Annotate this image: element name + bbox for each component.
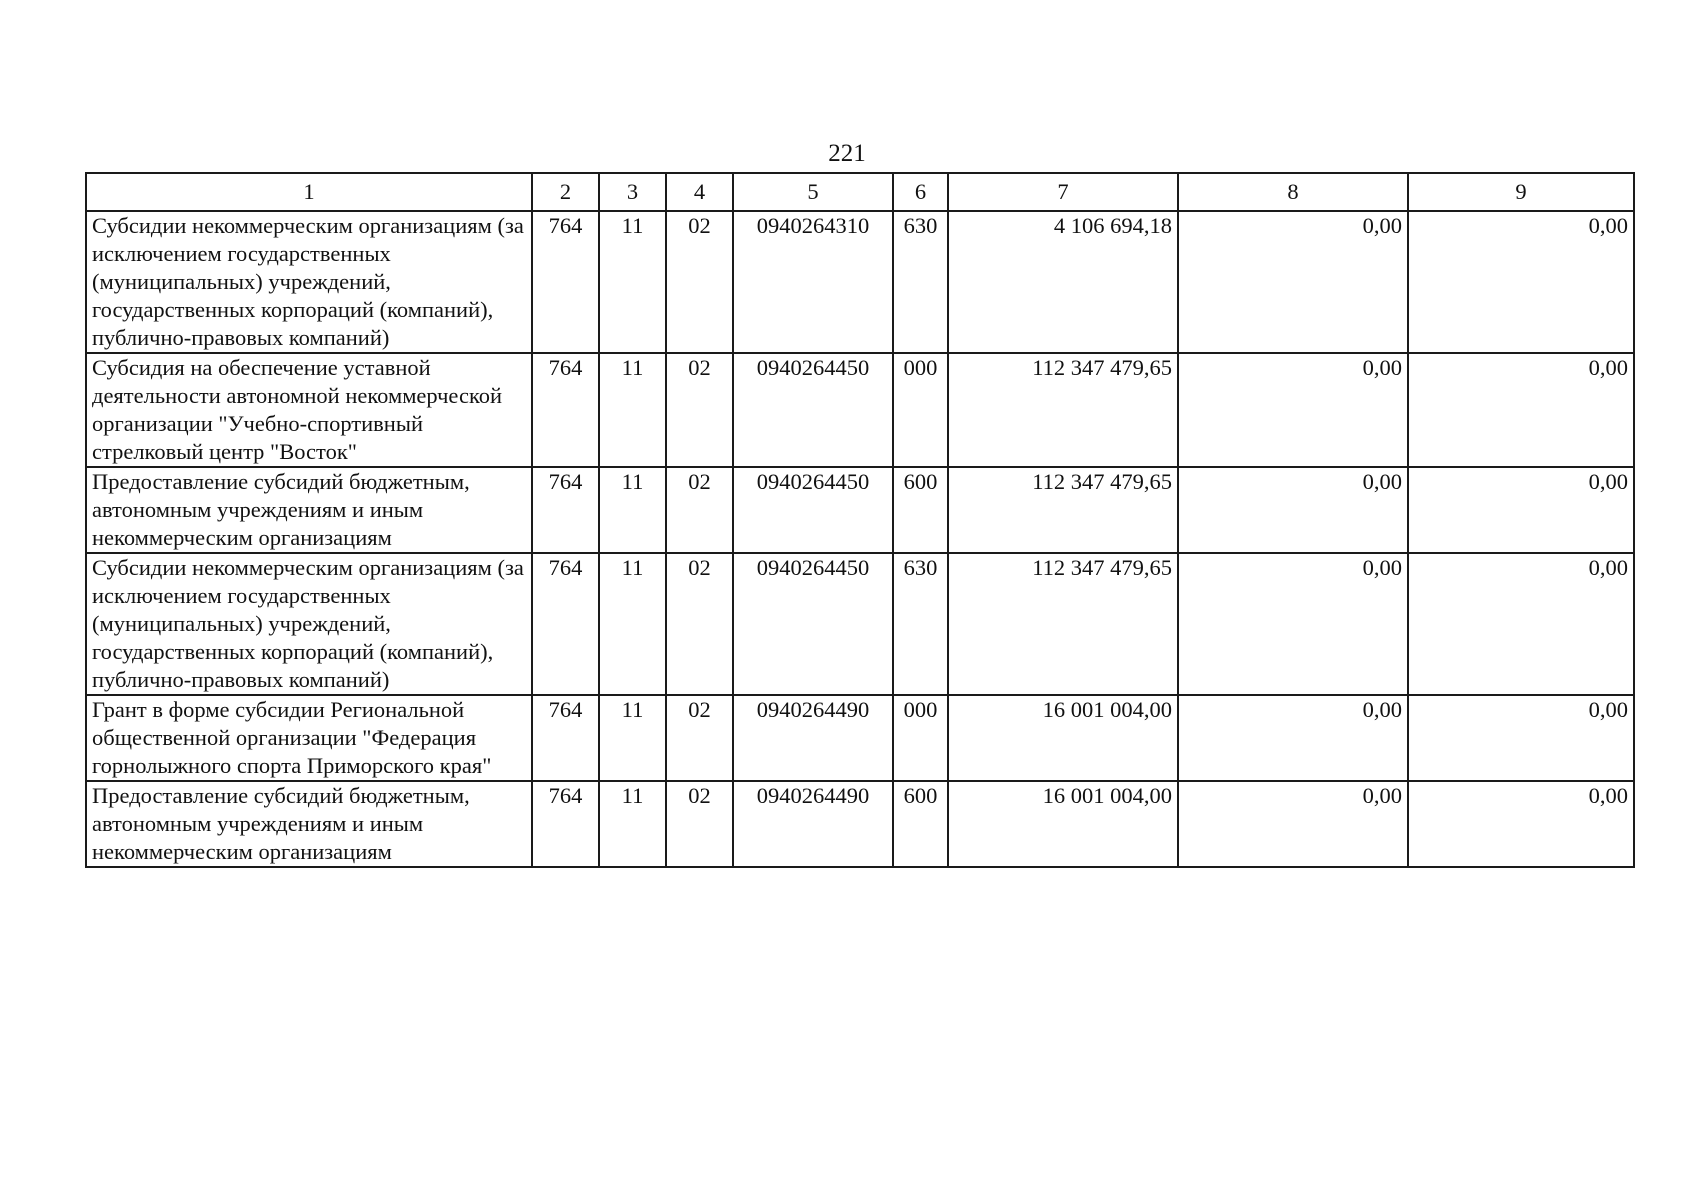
column-header: 3 <box>599 173 666 211</box>
target-code-cell: 0940264490 <box>733 695 893 781</box>
subsection-code-cell: 02 <box>666 353 733 467</box>
expense-name-cell: Грант в форме субсидии Региональной общественной организации "Федерация горнолыжного спорта Приморского края" <box>86 695 532 781</box>
page-number: 221 <box>828 140 866 167</box>
section-code-cell: 11 <box>599 353 666 467</box>
expense-name-cell: Предоставление субсидий бюджетным, автономным учреждениям и иным некоммерческим организациям <box>86 781 532 867</box>
target-code-cell: 0940264450 <box>733 467 893 553</box>
expense-name-cell: Предоставление субсидий бюджетным, автономным учреждениям и иным некоммерческим организациям <box>86 467 532 553</box>
ministry-code-cell: 764 <box>532 695 599 781</box>
amount-col8-cell: 0,00 <box>1178 695 1408 781</box>
ministry-code-cell: 764 <box>532 553 599 695</box>
subsection-code-cell: 02 <box>666 695 733 781</box>
amount-col9-cell: 0,00 <box>1408 781 1634 867</box>
subsection-code-cell: 02 <box>666 211 733 353</box>
ministry-code-cell: 764 <box>532 211 599 353</box>
amount-col8-cell: 0,00 <box>1178 553 1408 695</box>
target-code-cell: 0940264490 <box>733 781 893 867</box>
section-code-cell: 11 <box>599 781 666 867</box>
amount-col8-cell: 0,00 <box>1178 467 1408 553</box>
expense-name-cell: Субсидии некоммерческим организациям (за исключением государственных (муниципальных) учреждений, государственных корпораций (компаний), публично-правовых компаний) <box>86 553 532 695</box>
section-code-cell: 11 <box>599 467 666 553</box>
amount-col8-cell: 0,00 <box>1178 353 1408 467</box>
expense-type-cell: 000 <box>893 353 948 467</box>
amount-col9-cell: 0,00 <box>1408 467 1634 553</box>
subsection-code-cell: 02 <box>666 781 733 867</box>
target-code-cell: 0940264310 <box>733 211 893 353</box>
subsection-code-cell: 02 <box>666 553 733 695</box>
amount-col9-cell: 0,00 <box>1408 553 1634 695</box>
ministry-code-cell: 764 <box>532 467 599 553</box>
column-header: 1 <box>86 173 532 211</box>
section-code-cell: 11 <box>599 553 666 695</box>
amount-col8-cell: 0,00 <box>1178 211 1408 353</box>
column-header: 4 <box>666 173 733 211</box>
column-header: 2 <box>532 173 599 211</box>
ministry-code-cell: 764 <box>532 353 599 467</box>
table-row <box>86 695 1634 781</box>
table-row <box>86 467 1634 553</box>
section-code-cell: 11 <box>599 211 666 353</box>
expense-name-cell: Субсидии некоммерческим организациям (за исключением государственных (муниципальных) учреждений, государственных корпораций (компаний), публично-правовых компаний) <box>86 211 532 353</box>
table-row <box>86 781 1634 867</box>
column-header: 8 <box>1178 173 1408 211</box>
expense-name-cell: Субсидия на обеспечение уставной деятельности автономной некоммерческой организации "Учебно-спортивный стрелковый центр "Восток" <box>86 353 532 467</box>
amount-col7-cell: 16 001 004,00 <box>948 781 1178 867</box>
column-header: 7 <box>948 173 1178 211</box>
amount-col7-cell: 112 347 479,65 <box>948 467 1178 553</box>
table-row <box>86 353 1634 467</box>
column-header: 9 <box>1408 173 1634 211</box>
amount-col7-cell: 112 347 479,65 <box>948 353 1178 467</box>
expense-type-cell: 600 <box>893 781 948 867</box>
table-row <box>86 553 1634 695</box>
section-code-cell: 11 <box>599 695 666 781</box>
expense-type-cell: 630 <box>893 553 948 695</box>
target-code-cell: 0940264450 <box>733 553 893 695</box>
column-header: 6 <box>893 173 948 211</box>
budget-table <box>85 172 1635 868</box>
column-header: 5 <box>733 173 893 211</box>
expense-type-cell: 600 <box>893 467 948 553</box>
amount-col7-cell: 112 347 479,65 <box>948 553 1178 695</box>
amount-col8-cell: 0,00 <box>1178 781 1408 867</box>
header-row <box>86 173 1634 211</box>
amount-col7-cell: 4 106 694,18 <box>948 211 1178 353</box>
subsection-code-cell: 02 <box>666 467 733 553</box>
amount-col7-cell: 16 001 004,00 <box>948 695 1178 781</box>
table-row <box>86 211 1634 353</box>
target-code-cell: 0940264450 <box>733 353 893 467</box>
amount-col9-cell: 0,00 <box>1408 353 1634 467</box>
expense-type-cell: 000 <box>893 695 948 781</box>
expense-type-cell: 630 <box>893 211 948 353</box>
amount-col9-cell: 0,00 <box>1408 211 1634 353</box>
ministry-code-cell: 764 <box>532 781 599 867</box>
amount-col9-cell: 0,00 <box>1408 695 1634 781</box>
